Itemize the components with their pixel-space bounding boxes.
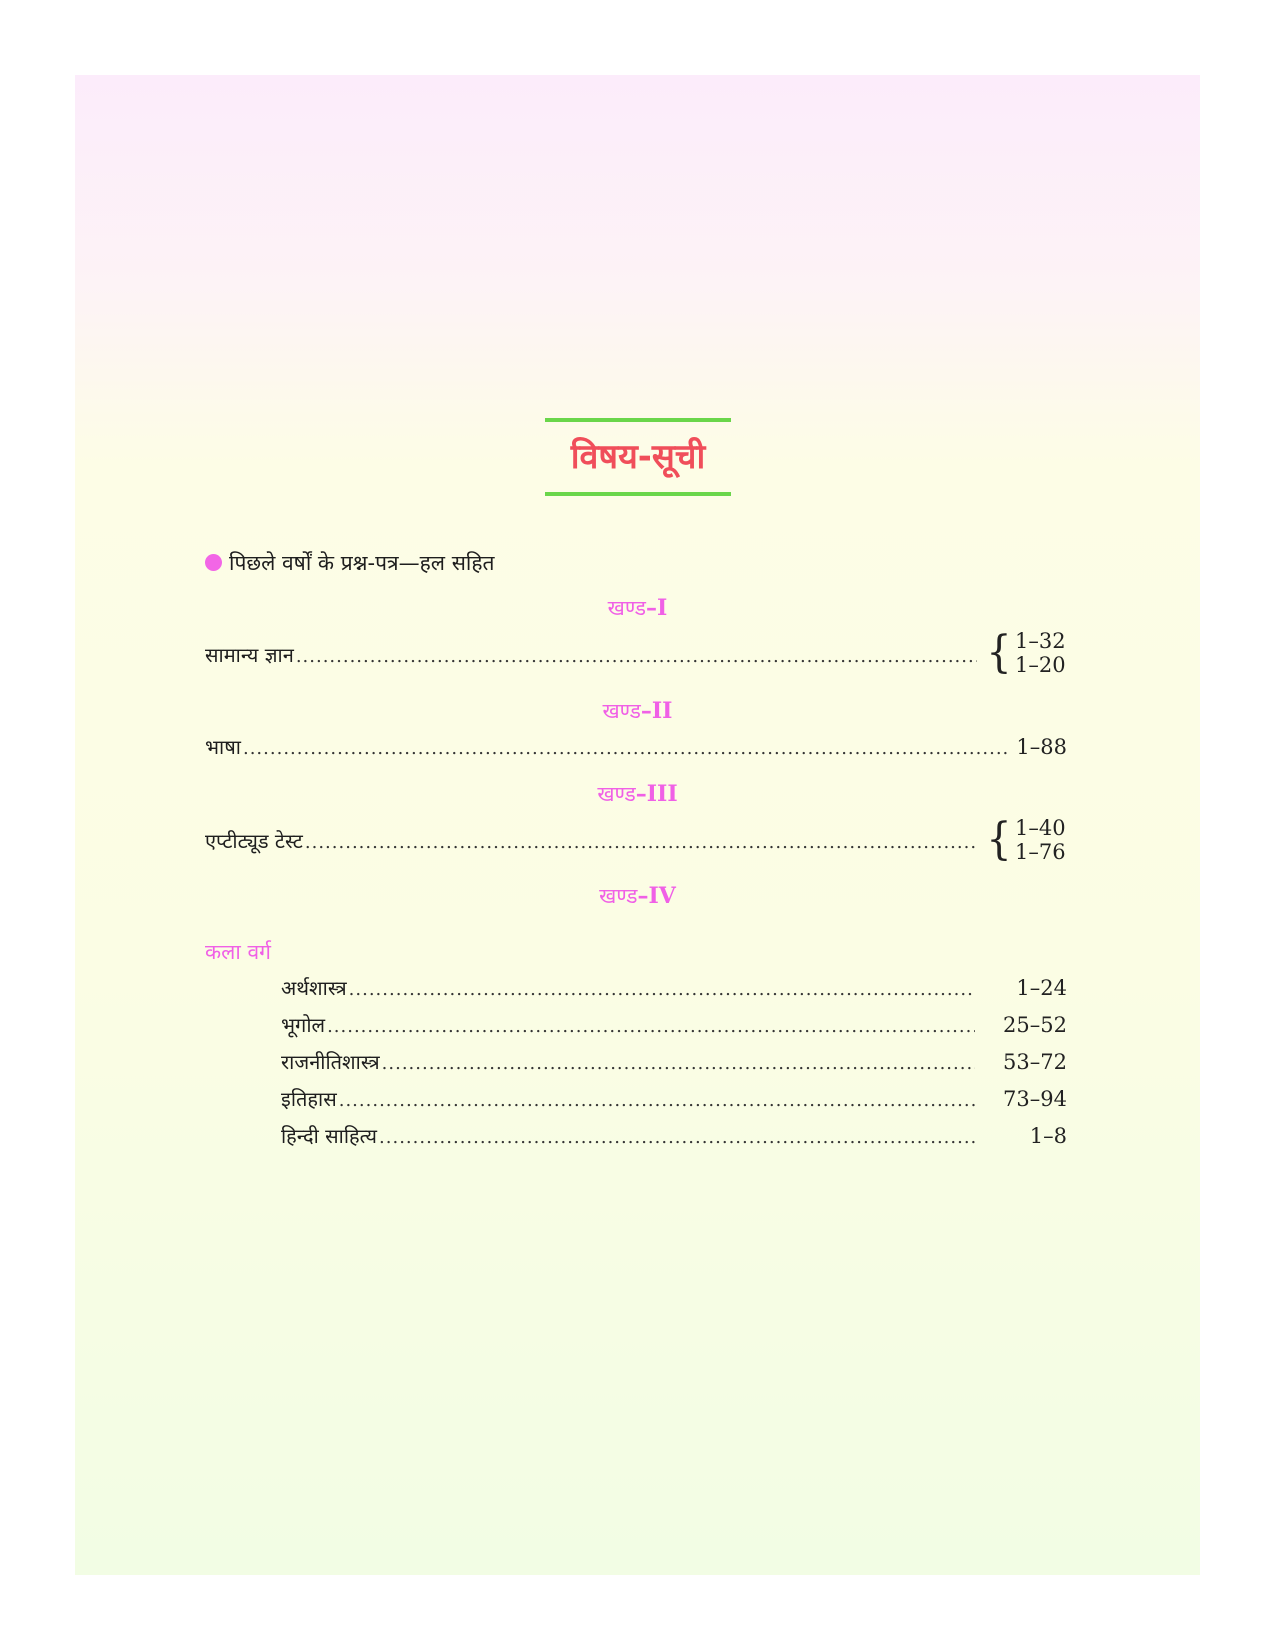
title-box	[545, 418, 731, 496]
toc-entry-pages: 73–94	[1003, 1087, 1067, 1111]
section-word: खण्ड	[602, 699, 641, 723]
toc-entry-pages: 53–72	[1003, 1050, 1067, 1074]
dot-leader	[339, 1086, 975, 1116]
intro-line	[205, 548, 494, 578]
dot-leader	[296, 642, 977, 672]
section-word: खण्ड	[607, 596, 647, 620]
section-number: –III	[635, 781, 678, 807]
toc-entry-label: एप्टीट्यूड टेस्ट	[205, 829, 303, 853]
toc-entry[interactable]	[205, 826, 983, 858]
toc-entry-pages: 1–40	[1015, 816, 1066, 840]
toc-entry[interactable]	[205, 640, 983, 672]
toc-entry-label: इतिहास	[281, 1087, 337, 1111]
section-heading-2	[0, 696, 1275, 726]
dot-leader	[349, 975, 975, 1005]
toc-entry-pages: 1–88	[1016, 735, 1067, 759]
page-range-group	[985, 628, 1066, 678]
toc-entry-label: अर्थशास्त्र	[281, 976, 347, 1000]
section-heading-1	[0, 593, 1275, 623]
brace-icon: {	[986, 627, 1012, 678]
section-word: खण्ड	[599, 884, 638, 908]
toc-entry-pages: 1–20	[1015, 653, 1066, 677]
toc-entry-pages: 1–76	[1015, 840, 1066, 864]
page-range-group	[985, 815, 1066, 865]
toc-entry[interactable]	[281, 1047, 1067, 1079]
page-title: विषय-सूची	[570, 437, 706, 477]
toc-entry-label: भाषा	[205, 735, 241, 759]
dot-leader	[243, 734, 1010, 764]
toc-entry-label: राजनीतिशास्त्र	[281, 1050, 380, 1074]
section-number: –II	[640, 698, 673, 724]
section-word: खण्ड	[597, 782, 636, 806]
dot-leader	[327, 1012, 975, 1042]
dot-leader	[305, 828, 977, 858]
group-heading: कला वर्ग	[205, 940, 271, 964]
toc-entry-pages: 1–8	[1029, 1124, 1067, 1148]
toc-entry[interactable]	[281, 973, 1067, 1005]
dot-leader	[379, 1123, 975, 1153]
toc-entry[interactable]	[281, 1010, 1067, 1042]
toc-entry[interactable]	[281, 1084, 1067, 1116]
section-number: –IV	[637, 883, 676, 909]
section-heading-4	[0, 881, 1275, 911]
brace-icon: {	[986, 814, 1012, 865]
toc-entry[interactable]	[205, 732, 1067, 764]
section-heading-3	[0, 779, 1275, 809]
toc-entry-label: सामान्य ज्ञान	[205, 643, 294, 667]
toc-entry-pages: 1–32	[1015, 629, 1066, 653]
dot-leader	[382, 1049, 975, 1079]
section-number: –I	[646, 595, 668, 621]
bullet-icon	[205, 554, 222, 571]
toc-entry-label: भूगोल	[281, 1013, 326, 1037]
toc-entry-label: हिन्दी साहित्य	[281, 1124, 378, 1148]
toc-entry[interactable]	[281, 1121, 1067, 1153]
intro-text: पिछले वर्षों के प्रश्न-पत्र—हल सहित	[229, 551, 495, 575]
toc-entry-pages: 25–52	[1003, 1013, 1067, 1037]
toc-entry-pages: 1–24	[1016, 976, 1067, 1000]
